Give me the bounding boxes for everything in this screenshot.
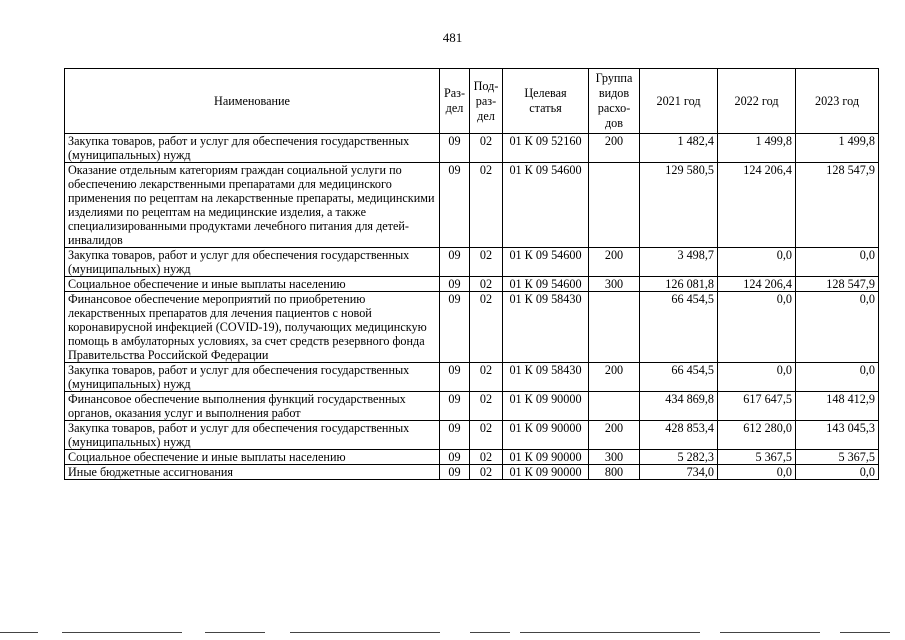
cell-2021: 734,0 bbox=[640, 465, 718, 480]
page-number: 481 bbox=[442, 30, 463, 45]
cell-2022: 0,0 bbox=[718, 248, 796, 277]
header-target-article: Целевая статья bbox=[503, 69, 589, 134]
cell-subsection: 02 bbox=[470, 134, 503, 163]
cell-expense-group: 200 bbox=[589, 363, 640, 392]
table-row bbox=[65, 163, 879, 248]
cell-subsection: 02 bbox=[470, 465, 503, 480]
cell-target-article: 01 К 09 90000 bbox=[503, 450, 589, 465]
table-row bbox=[65, 363, 879, 392]
cell-subsection: 02 bbox=[470, 163, 503, 248]
table-row bbox=[65, 277, 879, 292]
cell-name: Закупка товаров, работ и услуг для обеспечения государственных (муниципальных) нужд bbox=[65, 248, 440, 277]
cell-2023: 1 499,8 bbox=[796, 134, 879, 163]
cell-2021: 3 498,7 bbox=[640, 248, 718, 277]
cell-2023: 148 412,9 bbox=[796, 392, 879, 421]
cell-section: 09 bbox=[440, 450, 470, 465]
cell-2021: 1 482,4 bbox=[640, 134, 718, 163]
budget-table bbox=[64, 68, 879, 480]
cell-name: Финансовое обеспечение мероприятий по приобретению лекарственных препаратов для лечения пациентов с новой коронавирусной инфекцией (COVID-19), получающих медицинскую помощь в амбулаторных условиях, за счет средств резервного фонда Правительства Российской Федерации bbox=[65, 292, 440, 363]
cell-2023: 0,0 bbox=[796, 465, 879, 480]
cell-section: 09 bbox=[440, 134, 470, 163]
cell-target-article: 01 К 09 58430 bbox=[503, 363, 589, 392]
cell-name: Социальное обеспечение и иные выплаты населению bbox=[65, 277, 440, 292]
header-expense-group: Группа видов расхо- дов bbox=[589, 69, 640, 134]
header-2021: 2021 год bbox=[640, 69, 718, 134]
cell-2022: 0,0 bbox=[718, 465, 796, 480]
cell-section: 09 bbox=[440, 292, 470, 363]
table-row bbox=[65, 421, 879, 450]
header-row bbox=[65, 69, 879, 134]
cell-2021: 126 081,8 bbox=[640, 277, 718, 292]
cell-target-article: 01 К 09 90000 bbox=[503, 421, 589, 450]
table-row bbox=[65, 292, 879, 363]
table-row bbox=[65, 248, 879, 277]
table-row bbox=[65, 450, 879, 465]
cell-2023: 5 367,5 bbox=[796, 450, 879, 465]
cell-expense-group: 300 bbox=[589, 277, 640, 292]
cell-2023: 128 547,9 bbox=[796, 277, 879, 292]
cell-2023: 128 547,9 bbox=[796, 163, 879, 248]
cell-expense-group: 200 bbox=[589, 421, 640, 450]
cell-2022: 1 499,8 bbox=[718, 134, 796, 163]
cell-subsection: 02 bbox=[470, 277, 503, 292]
cell-2021: 66 454,5 bbox=[640, 363, 718, 392]
table-row bbox=[65, 465, 879, 480]
cell-expense-group: 200 bbox=[589, 248, 640, 277]
cell-target-article: 01 К 09 58430 bbox=[503, 292, 589, 363]
cell-expense-group bbox=[589, 392, 640, 421]
cell-section: 09 bbox=[440, 465, 470, 480]
cell-section: 09 bbox=[440, 363, 470, 392]
cell-2021: 428 853,4 bbox=[640, 421, 718, 450]
cell-2023: 0,0 bbox=[796, 363, 879, 392]
cell-target-article: 01 К 09 52160 bbox=[503, 134, 589, 163]
cell-subsection: 02 bbox=[470, 392, 503, 421]
cell-name: Иные бюджетные ассигнования bbox=[65, 465, 440, 480]
cell-target-article: 01 К 09 90000 bbox=[503, 392, 589, 421]
cell-2023: 143 045,3 bbox=[796, 421, 879, 450]
cell-subsection: 02 bbox=[470, 450, 503, 465]
table-body bbox=[65, 134, 879, 480]
cell-name: Закупка товаров, работ и услуг для обеспечения государственных (муниципальных) нужд bbox=[65, 134, 440, 163]
cell-section: 09 bbox=[440, 392, 470, 421]
cell-section: 09 bbox=[440, 163, 470, 248]
cell-name: Социальное обеспечение и иные выплаты населению bbox=[65, 450, 440, 465]
cell-2022: 124 206,4 bbox=[718, 163, 796, 248]
cell-2022: 0,0 bbox=[718, 363, 796, 392]
cell-section: 09 bbox=[440, 421, 470, 450]
cell-target-article: 01 К 09 90000 bbox=[503, 465, 589, 480]
cell-subsection: 02 bbox=[470, 421, 503, 450]
cell-target-article: 01 К 09 54600 bbox=[503, 277, 589, 292]
header-subsection: Под- раз- дел bbox=[470, 69, 503, 134]
cell-2022: 124 206,4 bbox=[718, 277, 796, 292]
header-name: Наименование bbox=[65, 69, 440, 134]
cell-2021: 66 454,5 bbox=[640, 292, 718, 363]
cell-name: Финансовое обеспечение выполнения функций государственных органов, оказания услуг и выполнения работ bbox=[65, 392, 440, 421]
cell-name: Закупка товаров, работ и услуг для обеспечения государственных (муниципальных) нужд bbox=[65, 421, 440, 450]
cell-expense-group bbox=[589, 163, 640, 248]
cell-section: 09 bbox=[440, 248, 470, 277]
cell-name: Оказание отдельным категориям граждан социальной услуги по обеспечению лекарственными препаратами для медицинского применения по рецептам на лекарственные препараты, медицинскими изделиями по рецептам на медицинские изделия, а также специализированными продуктами лечебного питания для детей-инвалидов bbox=[65, 163, 440, 248]
cell-2021: 129 580,5 bbox=[640, 163, 718, 248]
cell-subsection: 02 bbox=[470, 248, 503, 277]
cell-2021: 5 282,3 bbox=[640, 450, 718, 465]
cell-section: 09 bbox=[440, 277, 470, 292]
cell-subsection: 02 bbox=[470, 292, 503, 363]
cell-name: Закупка товаров, работ и услуг для обеспечения государственных (муниципальных) нужд bbox=[65, 363, 440, 392]
cell-2022: 617 647,5 bbox=[718, 392, 796, 421]
footer-scan-lines bbox=[0, 630, 905, 634]
cell-target-article: 01 К 09 54600 bbox=[503, 163, 589, 248]
header-2022: 2022 год bbox=[718, 69, 796, 134]
cell-expense-group: 300 bbox=[589, 450, 640, 465]
cell-expense-group: 800 bbox=[589, 465, 640, 480]
table-row bbox=[65, 134, 879, 163]
table-row bbox=[65, 392, 879, 421]
cell-2021: 434 869,8 bbox=[640, 392, 718, 421]
header-2023: 2023 год bbox=[796, 69, 879, 134]
cell-target-article: 01 К 09 54600 bbox=[503, 248, 589, 277]
cell-2022: 5 367,5 bbox=[718, 450, 796, 465]
cell-2023: 0,0 bbox=[796, 248, 879, 277]
cell-2023: 0,0 bbox=[796, 292, 879, 363]
cell-subsection: 02 bbox=[470, 363, 503, 392]
cell-2022: 0,0 bbox=[718, 292, 796, 363]
cell-2022: 612 280,0 bbox=[718, 421, 796, 450]
cell-expense-group bbox=[589, 292, 640, 363]
cell-expense-group: 200 bbox=[589, 134, 640, 163]
header-section: Раз- дел bbox=[440, 69, 470, 134]
